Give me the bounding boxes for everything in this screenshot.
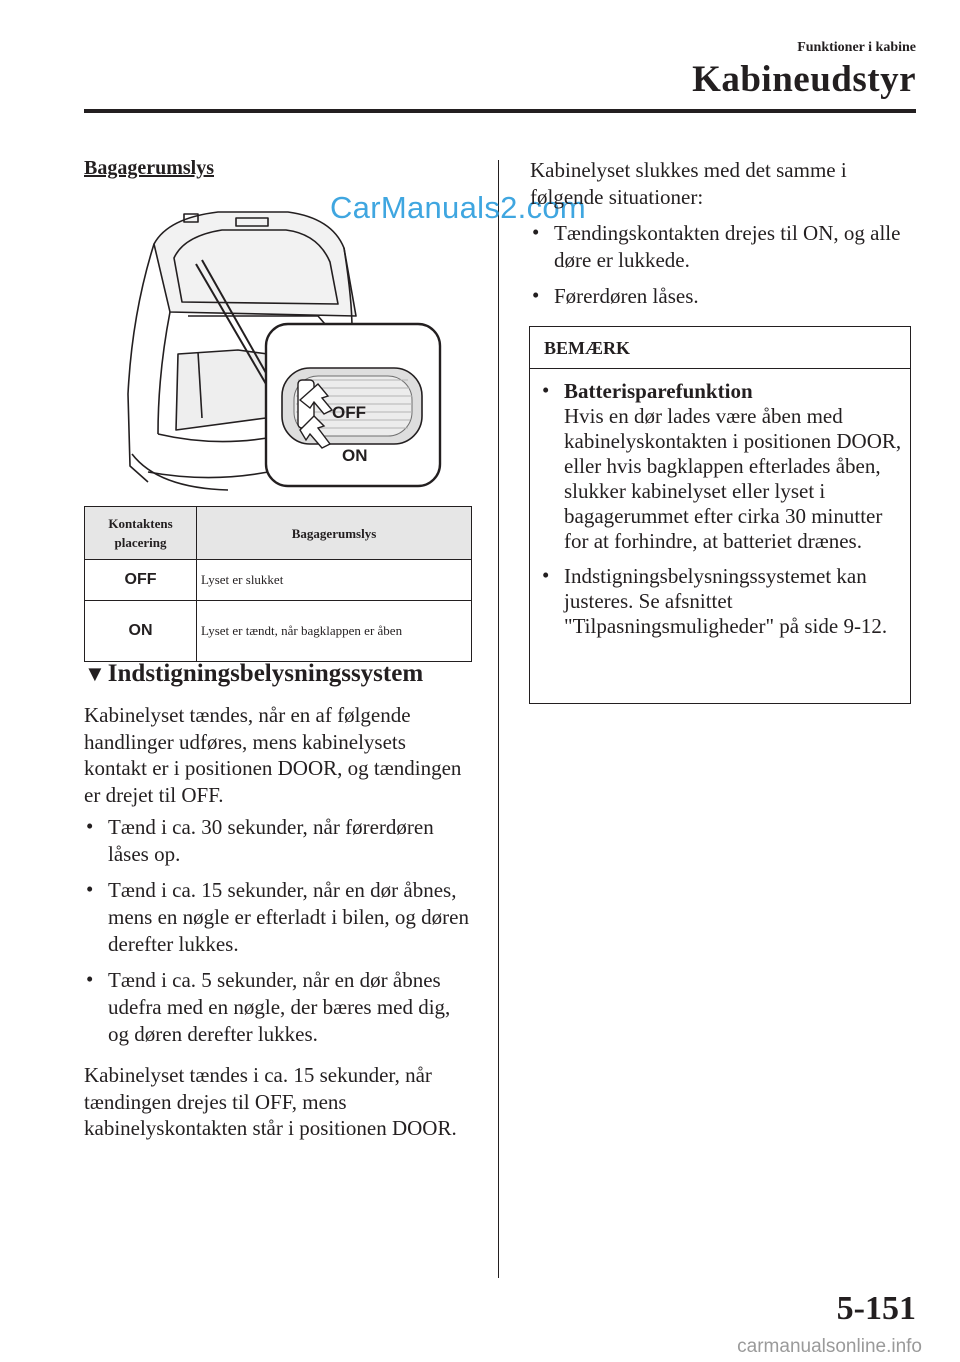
figure-off-label: OFF: [332, 403, 366, 422]
header-rule: [84, 109, 916, 113]
table-header-position: Kontaktens placering: [85, 507, 197, 560]
column-divider: [498, 160, 499, 1278]
list-item: [540, 564, 902, 639]
list-item: • Tænd i ca. 5 sekunder, når en dør åbnes udefra med en nøgle, der bæres med dig, og døren derefter lukkes.: [86, 967, 451, 1046]
list-item: • Tænd i ca. 15 sekunder, når en dør åbnes, mens en nøgle er efterladt i bilen, og døren derefter lukkes.: [86, 877, 469, 956]
switch-symbol-on: ON: [85, 601, 197, 662]
subsection-heading: [84, 660, 423, 688]
table-row: [85, 601, 472, 662]
subsection-outro: Kabinelyset tændes i ca. 15 sekunder, når tændingen drejes til OFF, mens kabinelyskontakten står i positionen DOOR.: [84, 1063, 457, 1140]
page-title: Kabineudstyr: [692, 59, 916, 100]
list-item: • Tænd i ca. 30 sekunder, når førerdøren låses op.: [86, 814, 434, 866]
bullet-icon: •: [532, 220, 540, 244]
watermark: CarManuals2.com: [330, 190, 587, 225]
table-cell-description: Lyset er slukket: [197, 560, 472, 601]
list-item: • Tændingskontakten drejes til ON, og alle døre er lukkede.: [532, 220, 901, 272]
triangle-down-icon: ▼: [84, 661, 106, 686]
footer-watermark: carmanualsonline.info: [737, 1336, 922, 1357]
subsection-heading-text: Indstigningsbelysningssystem: [107, 660, 424, 687]
switch-symbol-off: OFF: [85, 560, 197, 601]
bullet-icon: •: [86, 877, 94, 901]
right-intro: Kabinelyset slukkes med det samme i følgende situationer:: [530, 158, 847, 209]
bullet-icon: •: [86, 814, 94, 838]
list-item: [540, 379, 902, 554]
bullet-icon: •: [542, 378, 550, 402]
note-item-title: Batterisparefunktion: [564, 379, 753, 403]
bullet-icon: •: [542, 563, 550, 587]
bullet-icon: •: [86, 967, 94, 991]
right-bullet-list: [530, 220, 910, 319]
switch-position-table: [84, 506, 472, 662]
cargo-light-illustration: [118, 204, 448, 494]
section-heading: Bagagerumslys: [84, 157, 214, 179]
table-row: [85, 560, 472, 601]
chapter-label: Funktioner i kabine: [797, 40, 916, 55]
note-box: [529, 326, 911, 704]
subsection-intro: Kabinelyset tændes, når en af følgende handlinger udføres, mens kabinelysets kontakt er i positionen DOOR, og tændingen er drejet til OFF.: [84, 703, 462, 807]
figure-on-label: ON: [342, 446, 368, 465]
subsection-bullet-list: [84, 814, 476, 1057]
list-item: • Førerdøren låses.: [532, 283, 699, 308]
bullet-icon: •: [532, 283, 540, 307]
note-item-text: Indstigningsbelysningssystemet kan justeres. Se afsnittet "Tilpasningsmuligheder" på side 9-12.: [564, 564, 888, 638]
table-header-light: Bagagerumslys: [197, 507, 472, 560]
note-list: [530, 369, 910, 639]
note-item-text: Hvis en dør lades være åben med kabinelyskontakten i positionen DOOR, eller hvis bagklappen efterlades åben, slukker kabinelyset eller lyset i bagagerummet efter cirka 30 minutter for at forhindre, at batteriet drænes.: [564, 404, 902, 553]
page-number: 5-151: [836, 1290, 916, 1327]
note-title: BEMÆRK: [530, 327, 910, 369]
table-cell-description: Lyset er tændt, når bagklappen er åben: [197, 601, 472, 662]
